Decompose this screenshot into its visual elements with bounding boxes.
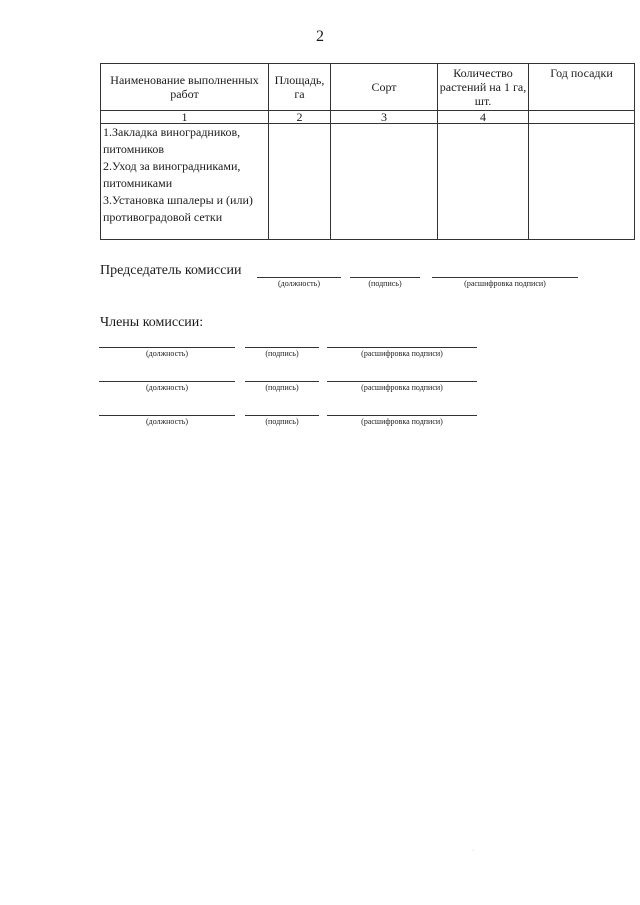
works-table (100, 63, 635, 240)
column-number: 3 (331, 111, 438, 124)
member-signature-caption: (подпись) (265, 383, 299, 392)
work-item: 2.Уход за виноградниками, питомниками (103, 159, 241, 190)
column-number (529, 111, 635, 124)
work-item: 1.Закладка виноградников, питомников (103, 125, 241, 156)
header-work-name: Наименование выполненных работ (101, 64, 269, 111)
chairman-position-caption: (должность) (278, 279, 320, 288)
header-variety: Сорт (331, 64, 438, 111)
chairman-name-line (432, 277, 578, 278)
member-position-caption: (должность) (146, 383, 188, 392)
member-signature-line (245, 347, 319, 348)
work-item: 3.Установка шпалеры и (или) противоградовой сетки (103, 193, 253, 224)
member-position-caption: (должность) (146, 349, 188, 358)
member-name-line (327, 347, 477, 348)
chairman-position-line (257, 277, 341, 278)
column-number: 4 (438, 111, 529, 124)
member-signature-caption: (подпись) (265, 417, 299, 426)
member-position-line (99, 347, 235, 348)
member-name-caption: (расшифровка подписи) (361, 417, 443, 426)
chairman-label: Председатель комиссии (100, 263, 242, 278)
column-number: 2 (269, 111, 331, 124)
table-row (101, 124, 635, 240)
plants-cell (438, 124, 529, 240)
members-label: Члены комиссии: (100, 315, 204, 330)
member-name-caption: (расшифровка подписи) (361, 383, 443, 392)
work-items-cell (101, 124, 269, 240)
member-position-line (99, 381, 235, 382)
page-number: 2 (316, 28, 324, 45)
chairman-signature-line (350, 277, 420, 278)
member-signature-caption: (подпись) (265, 349, 299, 358)
member-position-caption: (должность) (146, 417, 188, 426)
scan-speck: · (472, 848, 474, 854)
chairman-name-caption: (расшифровка подписи) (464, 279, 546, 288)
header-planting-year: Год посадки (529, 64, 635, 111)
member-position-line (99, 415, 235, 416)
column-number: 1 (101, 111, 269, 124)
header-area: Площадь, га (269, 64, 331, 111)
table-header-row (101, 64, 635, 111)
year-cell (529, 124, 635, 240)
area-cell (269, 124, 331, 240)
member-name-line (327, 415, 477, 416)
member-name-line (327, 381, 477, 382)
member-name-caption: (расшифровка подписи) (361, 349, 443, 358)
member-signature-line (245, 415, 319, 416)
variety-cell (331, 124, 438, 240)
column-number-row (101, 111, 635, 124)
chairman-signature-caption: (подпись) (368, 279, 402, 288)
header-plants-per-ha: Количество растений на 1 га, шт. (438, 64, 529, 111)
member-signature-line (245, 381, 319, 382)
